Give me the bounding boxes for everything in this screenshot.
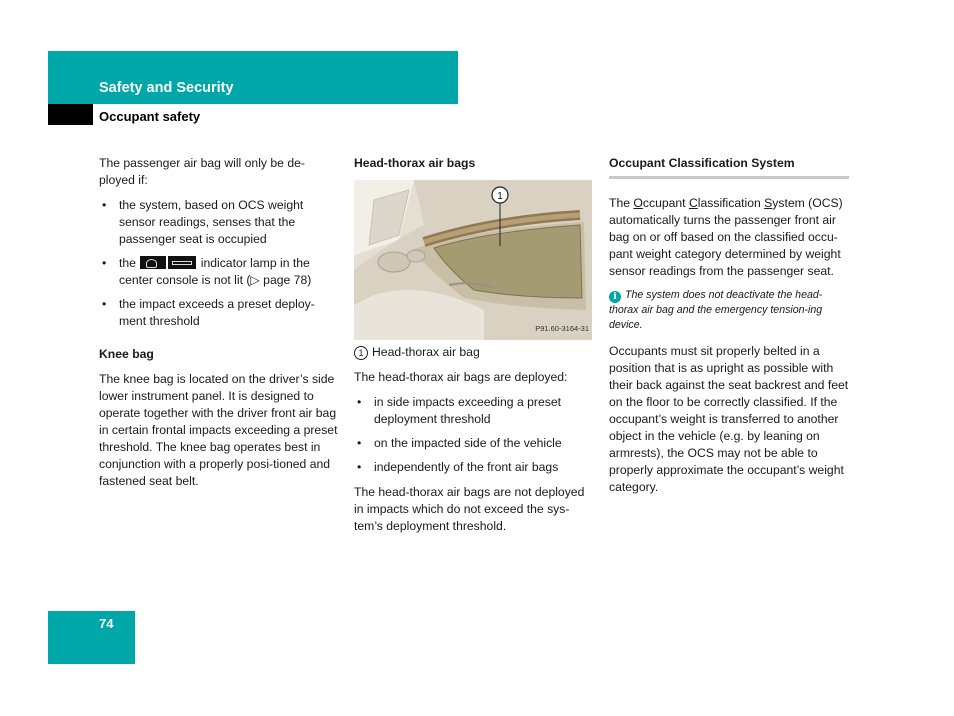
list-item-text: indicator lamp in the center console is not lit (▷ page 78) [119, 256, 312, 287]
ocs-text: ccupant [642, 196, 689, 210]
page-number-band [48, 611, 135, 664]
list-item: • on the impacted side of the vehicle [354, 435, 594, 452]
ocs-text: The [609, 196, 634, 210]
section-title: Safety and Security [99, 80, 234, 96]
ocs-seating-paragraph: Occupants must sit properly belted in a position that is as upright as possible with their back against the seat backrest and feet on the floor to be correctly classified. If the occupant’s weight is transferred to another object in the vehicle (e.g. by leaning on armrests), the OCS may not be able to properly approximate the occupant’s weight category. [609, 344, 849, 494]
column-left [99, 155, 339, 498]
ocs-text: automatically turns the passenger front air bag on or off based on the classified occu-pant weight category determined by weight sensor readings from the passenger seat. [609, 213, 841, 278]
passenger-airbag-off-icon [140, 256, 166, 269]
figure-code: P91.60-3164-31 [535, 324, 589, 333]
list-item [99, 255, 339, 289]
figure-callout-1: 1 [497, 191, 503, 202]
airbag-off-indicator-icon [168, 256, 196, 269]
ocs-heading: Occupant Classification System [609, 155, 849, 179]
ocs-text: lassification [697, 196, 765, 210]
column-middle [354, 155, 594, 543]
header-tab-marker [48, 104, 93, 125]
head-thorax-heading: Head-thorax air bags [354, 156, 476, 170]
callout-number: 1 [354, 346, 368, 360]
deployed-intro: The head-thorax air bags are deployed: [354, 370, 568, 384]
caption-text: Head-thorax air bag [372, 345, 480, 359]
page-number: 74 [99, 616, 114, 631]
info-icon: i [609, 291, 621, 303]
knee-bag-paragraph: The knee bag is located on the driver’s side lower instrument panel. It is designed to operate together with the driver front air bag in certain frontal impacts exceeding a preset threshold. The knee bag operates best in conjunction with a properly posi-tioned and fastened seat belt. [99, 372, 338, 488]
ocs-paragraph [609, 195, 849, 280]
column-right [609, 155, 849, 504]
header-band [48, 51, 458, 104]
knee-bag-heading: Knee bag [99, 347, 154, 361]
ocs-text: ystem (OCS) [772, 196, 843, 210]
figure-caption [354, 344, 594, 361]
info-note [609, 288, 849, 332]
ocs-acronym-letter: S [764, 196, 773, 210]
info-note-text: The system does not deactivate the head-thorax air bag and the emergency tension-ing device. [609, 289, 823, 331]
ocs-acronym-letter: C [688, 196, 698, 210]
head-thorax-closing: The head-thorax air bags are not deployed in impacts which do not exceed the sys-tem’s deployment threshold. [354, 485, 585, 533]
intro-paragraph: The passenger air bag will only be de-ployed if: [99, 156, 305, 187]
list-item: • the system, based on OCS weight sensor readings, senses that the passenger seat is occupied [99, 197, 339, 248]
head-thorax-airbag-figure [354, 180, 592, 340]
deploy-conditions-list [99, 197, 339, 330]
list-item: • the impact exceeds a preset deploy-ment threshold [99, 296, 339, 330]
ocs-acronym-letter: O [633, 196, 643, 210]
head-thorax-conditions-list [354, 394, 594, 476]
door-panel-illustration [354, 180, 592, 340]
list-item: • in side impacts exceeding a preset deployment threshold [354, 394, 594, 428]
section-subtitle: Occupant safety [99, 109, 201, 124]
list-item-text: the [119, 256, 136, 270]
list-item: • independently of the front air bags [354, 459, 594, 476]
